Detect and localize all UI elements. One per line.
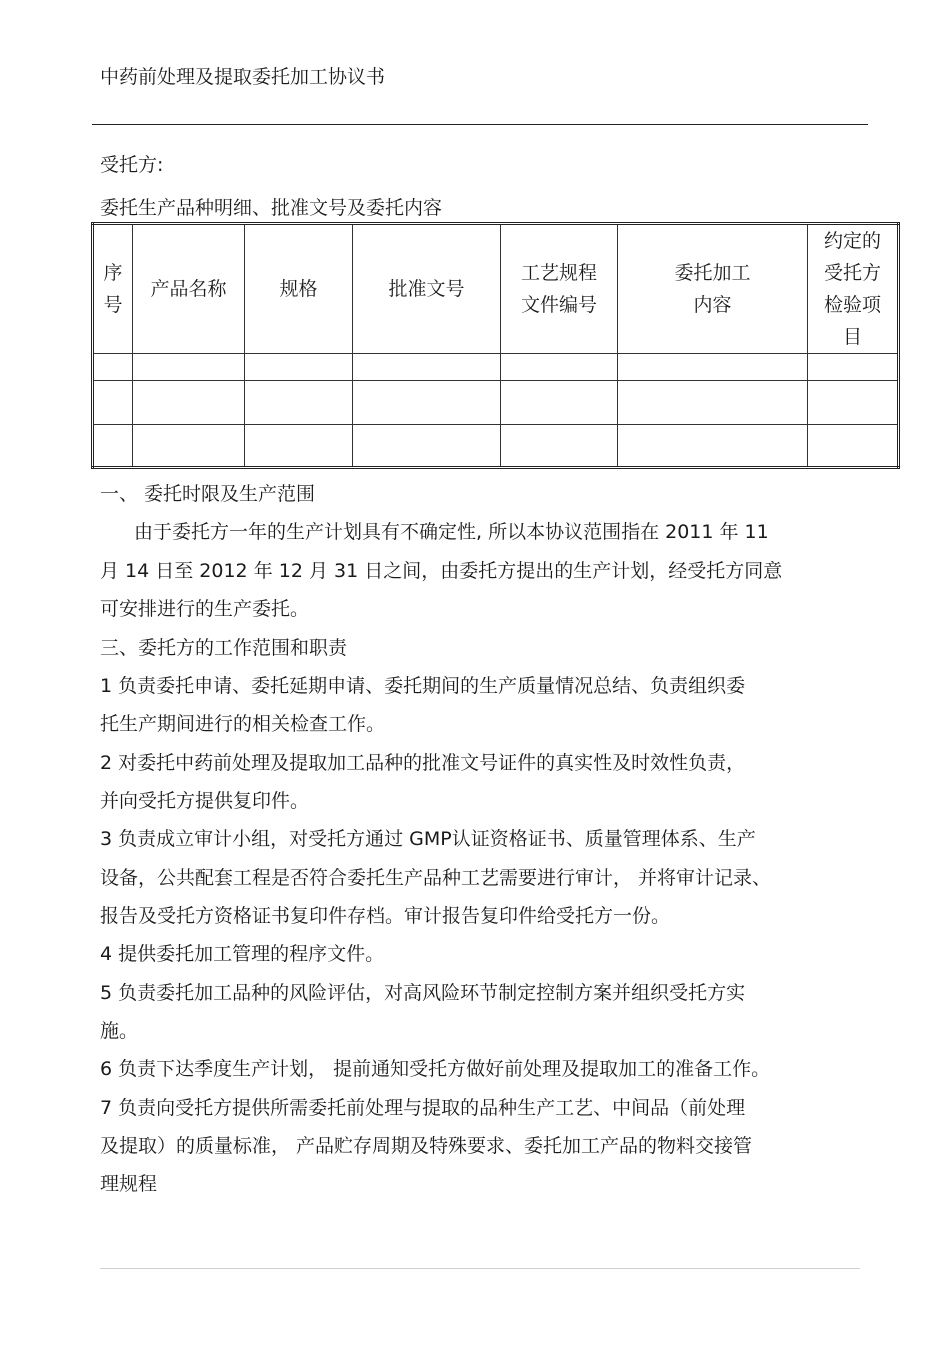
- document-header-title: 中药前处理及提取委托加工协议书: [100, 66, 386, 88]
- duty-item-1-line: 1 负责委托申请、委托延期申请、委托期间的生产质量情况总结、负责组织委: [100, 675, 746, 697]
- section1-heading: 一、 委托时限及生产范围: [100, 483, 316, 505]
- product-details-table: [91, 222, 900, 469]
- party-label: 受托方:: [100, 154, 164, 176]
- duty-item-7-line: 及提取）的质量标准， 产品贮存周期及特殊要求、委托加工产品的物料交接管: [100, 1135, 753, 1157]
- section1-line: 可安排进行的生产委托。: [100, 598, 310, 620]
- table-caption: 委托生产品种明细、批准文号及委托内容: [100, 197, 443, 219]
- table-row: [93, 424, 899, 467]
- header-cell-spec: 规格: [245, 224, 353, 354]
- duty-item-3-line: 3 负责成立审计小组，对受托方通过 GMP认证资格证书、质量管理体系、生产: [100, 828, 756, 850]
- duty-item-4-line: 4 提供委托加工管理的程序文件。: [100, 943, 385, 965]
- duty-item-3-line: 报告及受托方资格证书复印件存档。审计报告复印件给受托方一份。: [100, 905, 671, 927]
- duty-item-3-line: 设备，公共配套工程是否符合委托生产品种工艺需要进行审计， 并将审计记录、: [100, 867, 772, 889]
- header-cell-product-name: 产品名称: [133, 224, 245, 354]
- header-cell-process-doc: 工艺规程 文件编号: [501, 224, 618, 354]
- header-divider: [92, 124, 868, 125]
- footer-divider: [100, 1268, 860, 1269]
- header-cell-approval-no: 批准文号: [353, 224, 501, 354]
- table-row: [93, 381, 899, 424]
- duty-item-5-line: 施。: [100, 1020, 139, 1042]
- duty-item-2-line: 并向受托方提供复印件。: [100, 790, 310, 812]
- duty-item-7-line: 7 负责向受托方提供所需委托前处理与提取的品种生产工艺、中间品（前处理: [100, 1097, 746, 1119]
- header-cell-inspection: 约定的 受托方 检验项 目: [808, 224, 899, 354]
- duty-item-2-line: 2 对委托中药前处理及提取加工品种的批准文号证件的真实性及时效性负责，: [100, 752, 746, 774]
- duty-item-7-line: 理规程: [100, 1173, 158, 1195]
- table-row: [93, 354, 899, 381]
- header-cell-seq: 序 号: [93, 224, 133, 354]
- duty-item-6-line: 6 负责下达季度生产计划， 提前通知受托方做好前处理及提取加工的准备工作。: [100, 1058, 771, 1080]
- duty-item-5-line: 5 负责委托加工品种的风险评估，对高风险环节制定控制方案并组织受托方实: [100, 982, 746, 1004]
- section1-line: 由于委托方一年的生产计划具有不确定性, 所以本协议范围指在 2011 年 11: [134, 521, 769, 543]
- header-cell-content: 委托加工 内容: [618, 224, 808, 354]
- duty-item-1-line: 托生产期间进行的相关检查工作。: [100, 713, 386, 735]
- section1-line: 月 14 日至 2012 年 12 月 31 日之间，由委托方提出的生产计划，经受托方同意: [100, 560, 783, 582]
- table-header-row: [93, 224, 899, 354]
- section3-heading: 三、委托方的工作范围和职责: [100, 637, 348, 659]
